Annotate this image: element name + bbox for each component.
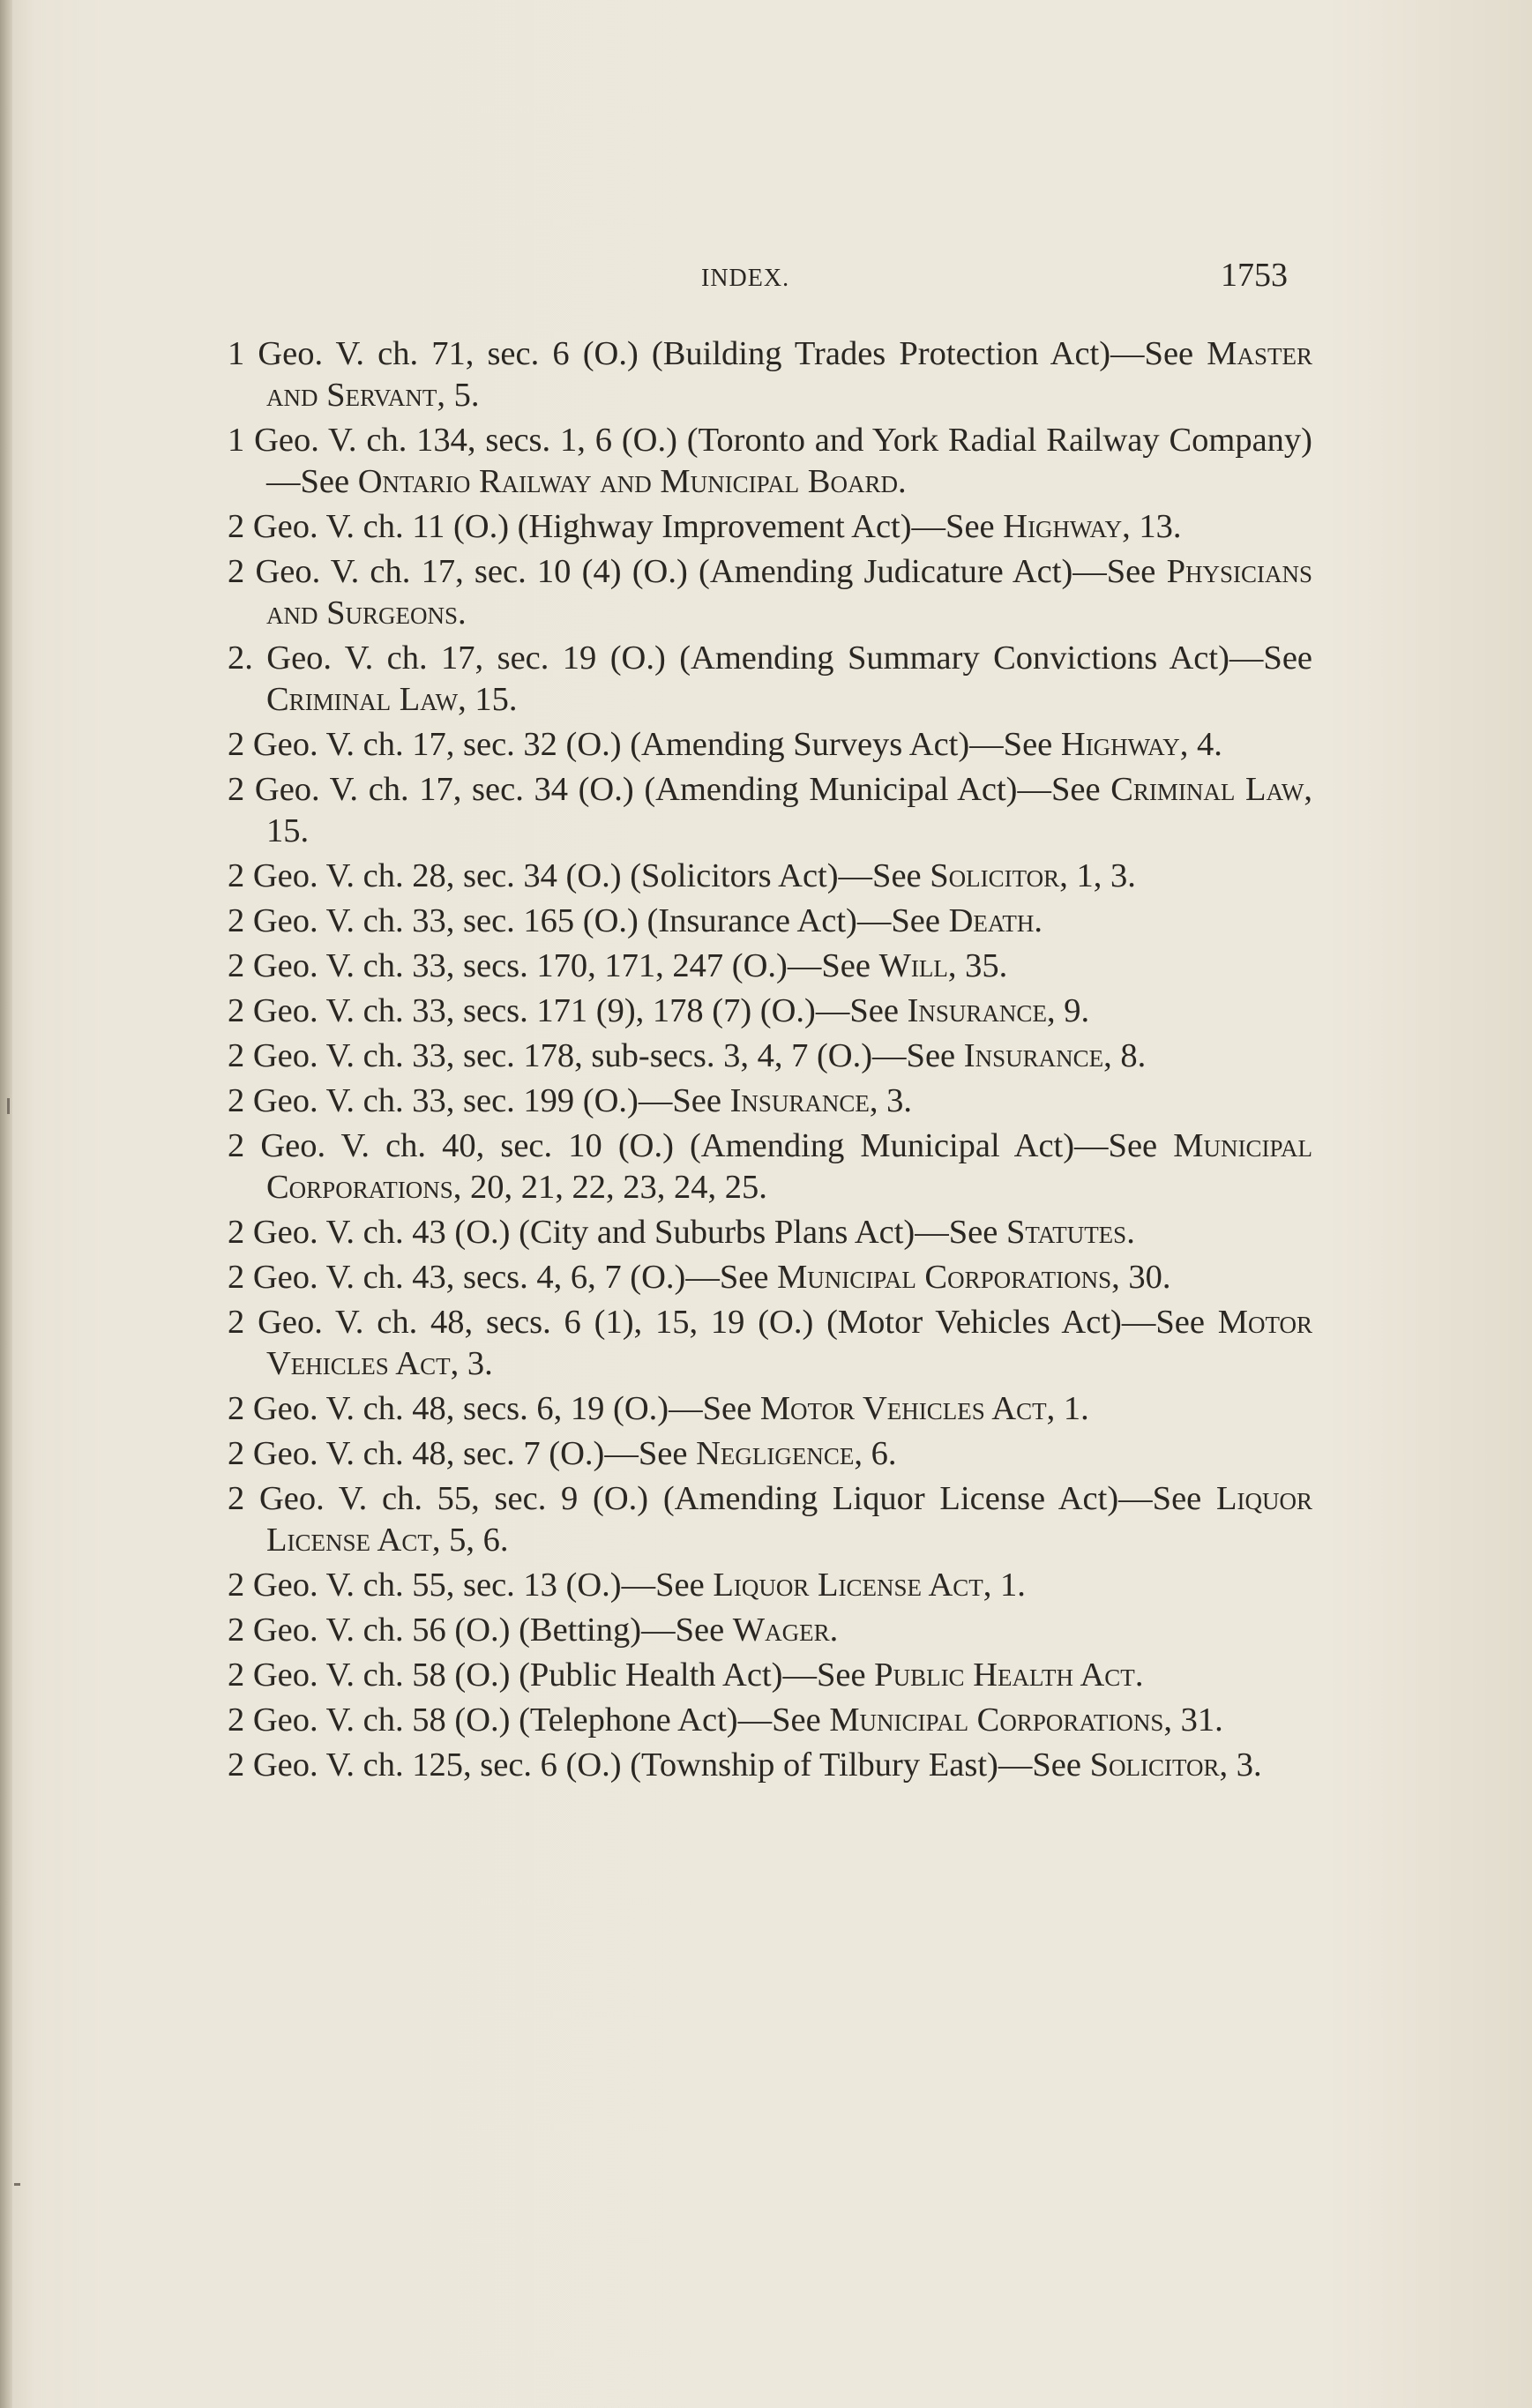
entry-locator: .: [1034, 902, 1043, 939]
entry-cross-reference: Negligence: [696, 1435, 855, 1472]
entry-locator: , 31.: [1163, 1701, 1223, 1739]
entry-cross-reference: Solicitor: [930, 857, 1060, 894]
index-entry: [228, 991, 1312, 1032]
entry-citation: 2 Geo. V. ch. 33, sec. 199 (O.)—See: [228, 1082, 730, 1119]
entry-locator: , 3.: [869, 1082, 913, 1119]
entry-locator: , 9.: [1046, 992, 1090, 1029]
entry-citation: 2 Geo. V. ch. 58 (O.) (Public Health Act)—See: [228, 1656, 875, 1694]
index-entry: [228, 638, 1312, 721]
entry-locator: , 6.: [854, 1435, 897, 1472]
index-entry: [228, 551, 1312, 634]
entry-citation: 2 Geo. V. ch. 56 (O.) (Betting)—See: [228, 1612, 733, 1649]
entry-cross-reference: Insurance: [963, 1037, 1104, 1074]
index-entries: [228, 333, 1312, 1790]
entry-citation: 2 Geo. V. ch. 48, sec. 7 (O.)—See: [228, 1435, 697, 1472]
binding-gutter: [0, 0, 12, 2408]
entry-citation: 2. Geo. V. ch. 17, sec. 19 (O.) (Amending Summary Convictions Act)—See: [228, 639, 1312, 677]
entry-locator: , 30.: [1111, 1259, 1171, 1296]
index-entry: [228, 1565, 1312, 1606]
index-entry: [228, 724, 1312, 766]
index-entry: [228, 1388, 1312, 1430]
index-entry: [228, 1257, 1312, 1298]
index-entry: [228, 1655, 1312, 1696]
entry-citation: 2 Geo. V. ch. 28, sec. 34 (O.) (Solicitors Act)—See: [228, 857, 930, 894]
margin-mark: [7, 1098, 10, 1114]
entry-cross-reference: Motor Vehicles Act: [759, 1390, 1047, 1427]
entry-citation: 2 Geo. V. ch. 55, sec. 13 (O.)—See: [228, 1567, 714, 1604]
entry-locator: , 4.: [1179, 726, 1222, 763]
entry-cross-reference: Insurance: [729, 1082, 870, 1119]
entry-locator: , 5, 6.: [431, 1522, 509, 1559]
entry-cross-reference: Liquor License Act: [266, 1480, 1312, 1559]
entry-citation: 2 Geo. V. ch. 58 (O.) (Telephone Act)—See: [228, 1701, 830, 1739]
entry-citation: 2 Geo. V. ch. 33, sec. 165 (O.) (Insurance Act)—See: [228, 902, 949, 939]
entry-cross-reference: Highway: [1003, 508, 1123, 545]
entry-citation: 2 Geo. V. ch. 33, secs. 170, 171, 247 (O.)—See: [228, 947, 879, 984]
entry-citation: 2 Geo. V. ch. 125, sec. 6 (O.) (Township of Tilbury East)—See: [228, 1746, 1090, 1784]
entry-locator: , 15.: [266, 771, 1312, 849]
entry-locator: , 3.: [1219, 1746, 1262, 1784]
margin-mark: [14, 2183, 20, 2186]
entry-cross-reference: Motor Vehicles Act: [266, 1304, 1312, 1382]
page-header: [228, 256, 1288, 300]
index-entry: [228, 1700, 1312, 1741]
entry-locator: , 1.: [1046, 1390, 1089, 1427]
entry-cross-reference: Master and Servant: [266, 335, 1312, 414]
entry-cross-reference: Physicians and Surgeons: [266, 553, 1312, 632]
index-entry: [228, 1036, 1312, 1077]
entry-locator: , 5.: [437, 377, 480, 414]
index-entry: [228, 506, 1312, 548]
entry-locator: , 3.: [450, 1345, 493, 1382]
index-entry: [228, 1302, 1312, 1385]
index-entry: [228, 333, 1312, 416]
entry-locator: .: [458, 595, 467, 632]
entry-citation: 2 Geo. V. ch. 17, sec. 34 (O.) (Amending Municipal Act)—See: [228, 771, 1111, 808]
entry-cross-reference: Solicitor: [1089, 1746, 1220, 1784]
entry-citation: 1 Geo. V. ch. 134, secs. 1, 6 (O.) (Toronto and York Radial Railway Company)—See: [228, 422, 1312, 500]
entry-cross-reference: Statutes: [1005, 1214, 1127, 1251]
entry-citation: 2 Geo. V. ch. 33, secs. 171 (9), 178 (7) (O.)—See: [228, 992, 908, 1029]
entry-cross-reference: Death: [948, 902, 1035, 939]
page-number: 1753: [1221, 257, 1288, 294]
entry-cross-reference: Wager: [732, 1612, 830, 1649]
entry-cross-reference: Ontario Railway and Municipal Board: [357, 463, 898, 500]
entry-locator: , 15.: [458, 681, 518, 718]
index-entry: [228, 769, 1312, 852]
entry-locator: .: [1134, 1656, 1144, 1694]
entry-citation: 2 Geo. V. ch. 48, secs. 6, 19 (O.)—See: [228, 1390, 760, 1427]
entry-cross-reference: Criminal Law: [266, 681, 459, 718]
index-entry: [228, 856, 1312, 897]
entry-locator: , 8.: [1103, 1037, 1147, 1074]
entry-citation: 2 Geo. V. ch. 33, sec. 178, sub-secs. 3, 4, 7 (O.)—See: [228, 1037, 964, 1074]
index-entry: [228, 901, 1312, 942]
index-entry: [228, 1212, 1312, 1253]
entry-citation: 1 Geo. V. ch. 71, sec. 6 (O.) (Building Trades Protection Act)—See: [228, 335, 1207, 372]
entry-cross-reference: Will: [878, 947, 948, 984]
entry-citation: 2 Geo. V. ch. 40, sec. 10 (O.) (Amending Municipal Act)—See: [228, 1127, 1174, 1164]
entry-cross-reference: Municipal Corporations: [266, 1127, 1312, 1206]
entry-locator: , 20, 21, 22, 23, 24, 25.: [452, 1169, 767, 1206]
index-entry: [228, 1478, 1312, 1561]
page-title: INDEX.: [701, 265, 790, 292]
entry-locator: , 35.: [947, 947, 1008, 984]
entry-locator: , 1, 3.: [1059, 857, 1136, 894]
index-entry: [228, 946, 1312, 987]
entry-cross-reference: Criminal Law: [1110, 771, 1304, 808]
entry-locator: .: [897, 463, 907, 500]
index-entry: [228, 1081, 1312, 1122]
entry-citation: 2 Geo. V. ch. 43 (O.) (City and Suburbs Plans Act)—See: [228, 1214, 1006, 1251]
index-entry: [228, 1433, 1312, 1475]
index-entry: [228, 420, 1312, 503]
entry-citation: 2 Geo. V. ch. 55, sec. 9 (O.) (Amending Liquor License Act)—See: [228, 1480, 1216, 1517]
entry-cross-reference: Municipal Corporations: [829, 1701, 1164, 1739]
entry-locator: .: [829, 1612, 839, 1649]
entry-citation: 2 Geo. V. ch. 17, sec. 10 (4) (O.) (Amending Judicature Act)—See: [228, 553, 1167, 590]
entry-locator: .: [1126, 1214, 1135, 1251]
entry-citation: 2 Geo. V. ch. 11 (O.) (Highway Improvement Act)—See: [228, 508, 1004, 545]
entry-cross-reference: Municipal Corporations: [777, 1259, 1112, 1296]
entry-citation: 2 Geo. V. ch. 43, secs. 4, 6, 7 (O.)—See: [228, 1259, 778, 1296]
entry-cross-reference: Liquor License Act: [713, 1567, 983, 1604]
entry-cross-reference: Insurance: [907, 992, 1047, 1029]
entry-cross-reference: Highway: [1060, 726, 1180, 763]
entry-locator: , 13.: [1122, 508, 1182, 545]
entry-citation: 2 Geo. V. ch. 17, sec. 32 (O.) (Amending Surveys Act)—See: [228, 726, 1061, 763]
entry-citation: 2 Geo. V. ch. 48, secs. 6 (1), 15, 19 (O.) (Motor Vehicles Act)—See: [228, 1304, 1218, 1341]
entry-locator: , 1.: [983, 1567, 1026, 1604]
index-entry: [228, 1125, 1312, 1208]
entry-cross-reference: Public Health Act: [874, 1656, 1135, 1694]
index-entry: [228, 1745, 1312, 1786]
index-entry: [228, 1610, 1312, 1651]
